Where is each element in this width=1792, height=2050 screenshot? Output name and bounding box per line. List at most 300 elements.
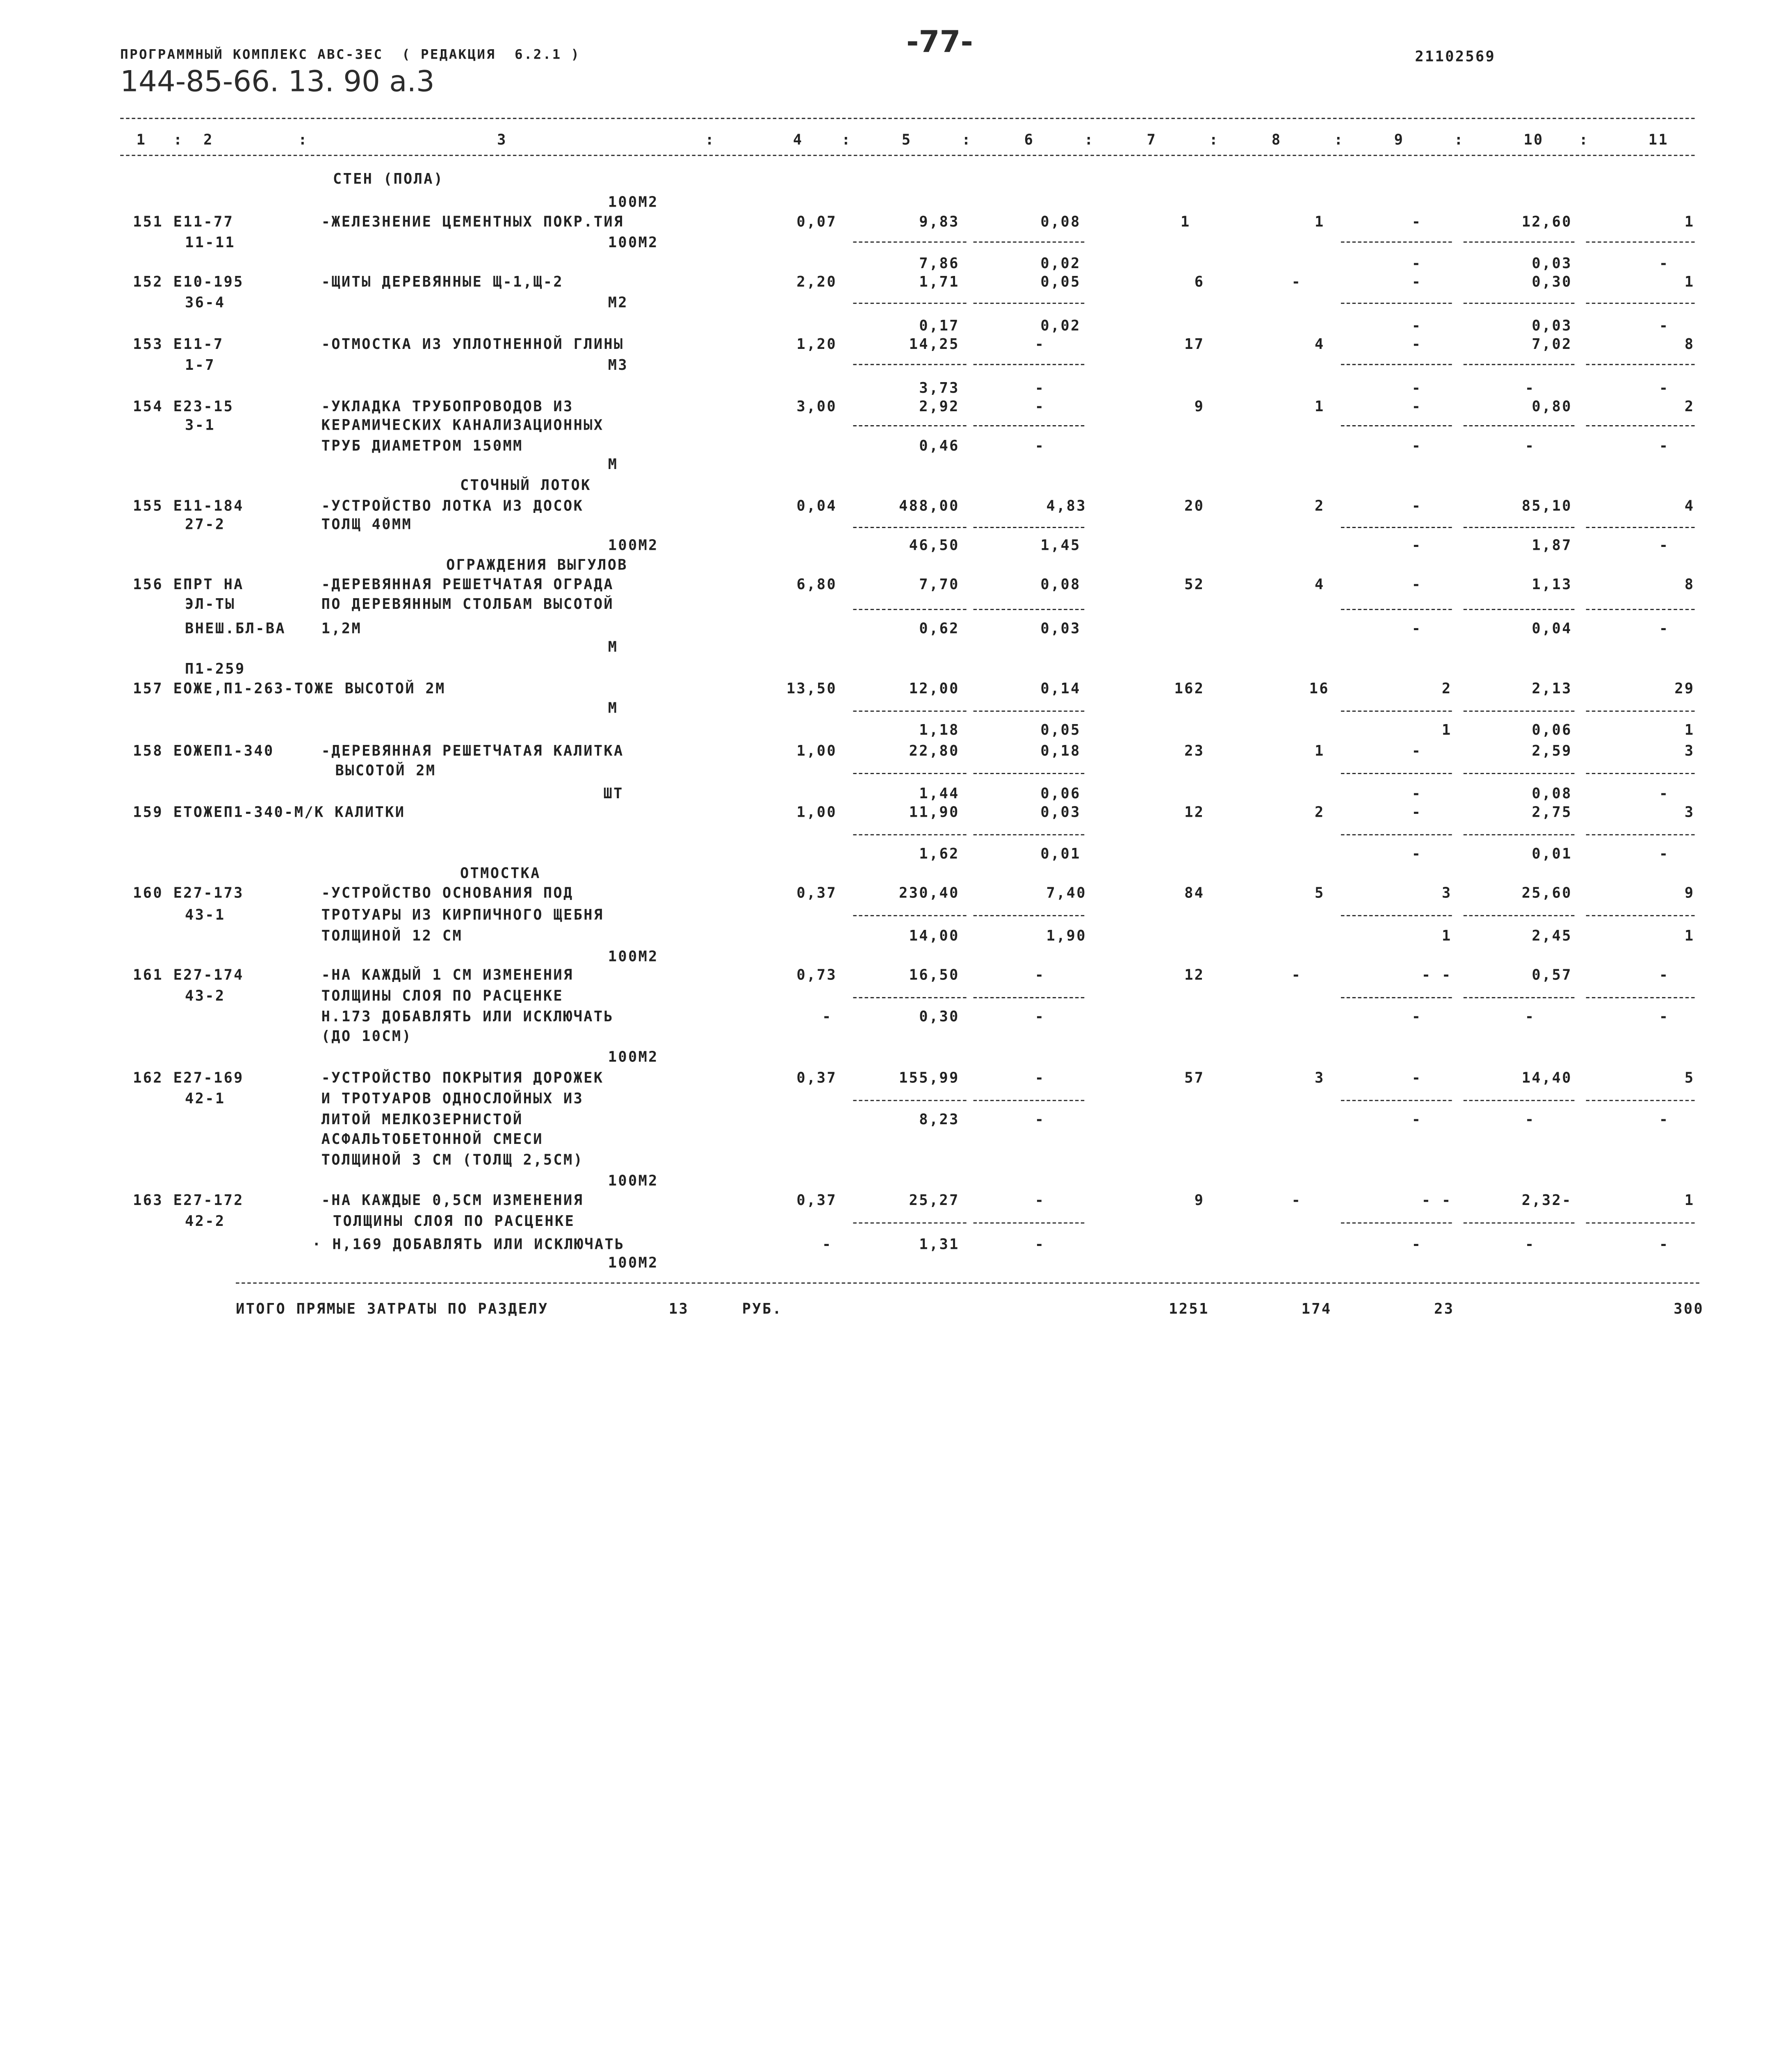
table-line-208: 5 — [1685, 1068, 1695, 1086]
row-separator-9-2 — [1341, 915, 1452, 916]
table-line-93: 6,80 — [796, 575, 837, 593]
table-line-152: 3 — [1685, 803, 1695, 820]
table-line-113: 13,50 — [786, 679, 837, 697]
table-line-154: 0,01 — [1040, 844, 1081, 862]
row-separator-0-0 — [853, 241, 966, 243]
row-separator-0-4 — [1586, 241, 1695, 243]
table-line-52: 154 Е23-15 — [133, 397, 234, 415]
table-line-237: - — [1525, 1235, 1535, 1253]
table-line-58: 1 — [1314, 397, 1325, 415]
table-line-210: И ТРОТУАРОВ ОДНОСЛОЙНЫХ ИЗ — [321, 1089, 584, 1107]
total-section: 13 — [668, 1300, 689, 1317]
table-line-88: 1,87 — [1532, 536, 1572, 554]
row-separator-12-3 — [1464, 1222, 1575, 1223]
table-line-29: М2 — [608, 293, 628, 311]
table-line-228: 2,32- — [1521, 1191, 1572, 1209]
table-line-112: 157 ЕОЖЕ,П1-263-ТОЖЕ ВЫСОТОЙ 2М — [133, 679, 446, 697]
table-line-186: 0,57 — [1532, 966, 1572, 984]
column-header-14: 8 — [1271, 130, 1282, 148]
table-line-38: 14,25 — [909, 335, 960, 353]
table-line-68: - — [1525, 437, 1535, 454]
table-line-12: 100М2 — [608, 233, 659, 251]
table-line-161: 0,37 — [796, 884, 837, 902]
table-line-235: - — [1035, 1235, 1045, 1253]
table-line-89: - — [1659, 536, 1669, 554]
row-separator-11-1 — [974, 1100, 1085, 1101]
column-header-3: : — [298, 130, 308, 148]
table-line-196: - — [1659, 1007, 1669, 1025]
row-separator-2-2 — [1341, 364, 1452, 365]
row-separator-0-3 — [1464, 241, 1575, 243]
row-separator-7-0 — [853, 773, 966, 774]
row-separator-10-4 — [1586, 997, 1695, 998]
row-separator-8-4 — [1586, 834, 1695, 836]
table-line-159: 160 Е27-173 — [133, 884, 244, 902]
row-separator-3-1 — [974, 425, 1085, 426]
table-line-203: - — [1035, 1068, 1045, 1086]
row-separator-10-2 — [1341, 997, 1452, 998]
table-line-177: 100М2 — [608, 947, 659, 965]
total-col8: 174 — [1301, 1300, 1332, 1317]
table-line-188: 43-2 — [185, 986, 226, 1004]
table-line-81: 4 — [1685, 497, 1695, 515]
table-line-221: -НА КАЖДЫЕ 0,5СМ ИЗМЕНЕНИЯ — [321, 1191, 584, 1209]
header-top-rule — [120, 118, 1694, 119]
table-line-24: - — [1291, 273, 1302, 290]
row-separator-3-0 — [853, 425, 966, 426]
table-line-22: 0,05 — [1040, 273, 1081, 290]
table-line-77: 20 — [1184, 497, 1205, 515]
table-line-219: 100М2 — [608, 1171, 659, 1189]
table-line-167: 25,60 — [1521, 884, 1572, 902]
table-line-182: - — [1035, 966, 1045, 984]
table-line-184: - — [1291, 966, 1302, 984]
table-line-187: - — [1659, 966, 1669, 984]
table-line-135: 2,59 — [1532, 742, 1572, 759]
table-line-155: - — [1411, 844, 1422, 862]
table-line-56: - — [1035, 397, 1045, 415]
table-line-18: 152 Е10-195 — [133, 273, 244, 290]
column-header-1: : — [173, 130, 184, 148]
table-line-97: 4 — [1314, 575, 1325, 593]
row-separator-5-3 — [1464, 609, 1575, 610]
table-line-64: ТРУБ ДИАМЕТРОМ 150ММ — [321, 437, 523, 454]
table-line-75: 488,00 — [899, 497, 960, 515]
table-line-153: 1,62 — [919, 844, 960, 862]
table-line-209: 42-1 — [185, 1089, 226, 1107]
table-line-156: 0,01 — [1532, 844, 1572, 862]
table-line-73: -УСТРОЙСТВО ЛОТКА ИЗ ДОСОК — [321, 497, 584, 515]
table-line-176: 1 — [1685, 927, 1695, 944]
row-separator-1-2 — [1341, 303, 1452, 304]
column-header-16: 9 — [1394, 130, 1404, 148]
table-line-163: 7,40 — [1046, 884, 1087, 902]
table-line-190: Н.173 ДОБАВЛЯТЬ ИЛИ ИСКЛЮЧАТЬ — [321, 1007, 614, 1025]
program-header: ПРОГРАММНЫЙ КОМПЛЕКС АВС-ЗЕС ( РЕДАКЦИЯ 6.2.1 ) — [120, 46, 581, 63]
table-line-172: 14,00 — [909, 927, 960, 944]
carry-over-heading: СТЕН (ПОЛА) — [333, 170, 444, 187]
table-line-217: АСФАЛЬТОБЕТОННОЙ СМЕСИ — [321, 1130, 543, 1148]
table-line-100: 8 — [1685, 575, 1695, 593]
row-separator-6-1 — [974, 711, 1085, 712]
table-line-50: - — [1525, 379, 1535, 396]
row-separator-5-4 — [1586, 609, 1695, 610]
column-header-12: 7 — [1147, 130, 1157, 148]
table-line-168: 9 — [1685, 884, 1695, 902]
row-separator-1-3 — [1464, 303, 1575, 304]
table-line-193: - — [1035, 1007, 1045, 1025]
table-line-220: 163 Е27-172 — [133, 1191, 244, 1209]
column-header-9: : — [962, 130, 972, 148]
table-line-215: - — [1525, 1110, 1535, 1128]
table-line-204: 57 — [1184, 1068, 1205, 1086]
row-separator-8-0 — [853, 834, 966, 836]
table-line-87: - — [1411, 536, 1422, 554]
table-line-179: -НА КАЖДЫЙ 1 СМ ИЗМЕНЕНИЯ — [321, 966, 574, 984]
row-separator-10-3 — [1464, 997, 1575, 998]
table-line-174: 1 — [1442, 927, 1452, 944]
table-line-8: - — [1411, 212, 1422, 230]
table-line-126: 1 — [1685, 721, 1695, 738]
table-line-37: 1,20 — [796, 335, 837, 353]
table-line-224: - — [1035, 1191, 1045, 1209]
table-line-197: (ДО 10СМ) — [321, 1027, 413, 1045]
table-line-91: 156 ЕПРТ НА — [133, 575, 244, 593]
table-line-195: - — [1525, 1007, 1535, 1025]
table-line-54: 3,00 — [796, 397, 837, 415]
table-line-144: 159 ЕТОЖЕП1-340-М/К КАЛИТКИ — [133, 803, 406, 820]
row-separator-6-0 — [853, 711, 966, 712]
table-line-109: - — [1659, 619, 1669, 637]
table-line-214: - — [1411, 1110, 1422, 1128]
row-separator-6-4 — [1586, 711, 1695, 712]
table-line-98: - — [1411, 575, 1422, 593]
row-separator-7-1 — [974, 773, 1085, 774]
table-line-169: 43-1 — [185, 906, 226, 923]
column-header-0: 1 — [136, 130, 147, 148]
table-line-162: 230,40 — [899, 884, 960, 902]
table-line-104: 1,2М — [321, 619, 362, 637]
table-line-233: - — [822, 1235, 832, 1253]
table-line-148: 12 — [1184, 803, 1205, 820]
table-line-25: - — [1411, 273, 1422, 290]
table-line-211: ЛИТОЙ МЕЛКОЗЕРНИСТОЙ — [321, 1110, 523, 1128]
table-line-39: - — [1035, 335, 1045, 353]
table-line-234: 1,31 — [919, 1235, 960, 1253]
table-line-198: 100М2 — [608, 1048, 659, 1066]
table-line-164: 84 — [1184, 884, 1205, 902]
table-line-128: -ДЕРЕВЯННАЯ РЕШЕТЧАТАЯ КАЛИТКА — [321, 742, 624, 759]
table-line-101: ЭЛ-ТЫ — [185, 595, 236, 613]
table-line-17: - — [1659, 254, 1669, 272]
row-separator-7-2 — [1341, 773, 1452, 774]
table-line-145: 1,00 — [796, 803, 837, 820]
table-line-191: - — [822, 1007, 832, 1025]
table-line-231: ТОЛЩИНЫ СЛОЯ ПО РАСЦЕНКЕ — [333, 1212, 575, 1230]
table-line-206: - — [1411, 1068, 1422, 1086]
table-line-129: 1,00 — [796, 742, 837, 759]
row-separator-8-3 — [1464, 834, 1575, 836]
column-header-20: 11 — [1648, 130, 1669, 148]
table-line-90: ОГРАЖДЕНИЯ ВЫГУЛОВ — [446, 556, 628, 573]
table-line-222: 0,37 — [796, 1191, 837, 1209]
table-line-166: 3 — [1442, 884, 1452, 902]
table-line-92: -ДЕРЕВЯННАЯ РЕШЕТЧАТАЯ ОГРАДА — [321, 575, 614, 593]
table-line-35: 153 Е11-7 — [133, 335, 224, 353]
table-line-230: 42-2 — [185, 1212, 226, 1230]
total-top-rule — [236, 1282, 1699, 1284]
table-line-47: 3,73 — [919, 379, 960, 396]
table-line-202: 155,99 — [899, 1068, 960, 1086]
row-separator-12-0 — [853, 1222, 966, 1223]
header-bottom-rule — [120, 155, 1694, 156]
table-line-85: 46,50 — [909, 536, 960, 554]
table-line-1: 151 Е11-77 — [133, 212, 234, 230]
column-header-7: : — [841, 130, 852, 148]
table-line-116: 162 — [1174, 679, 1205, 697]
table-line-2: -ЖЕЛЕЗНЕНИЕ ЦЕМЕНТНЫХ ПОКР.ТИЯ — [321, 212, 624, 230]
table-line-124: 1 — [1442, 721, 1452, 738]
table-line-20: 2,20 — [796, 273, 837, 290]
table-line-103: ВНЕШ.БЛ-ВА — [185, 619, 286, 637]
table-line-86: 1,45 — [1040, 536, 1081, 554]
table-line-79: - — [1411, 497, 1422, 515]
row-separator-4-1 — [974, 527, 1085, 528]
table-line-239: 100М2 — [608, 1253, 659, 1271]
table-line-67: - — [1411, 437, 1422, 454]
row-separator-3-3 — [1464, 425, 1575, 426]
table-line-48: - — [1035, 379, 1045, 396]
table-line-46: М3 — [608, 355, 628, 374]
row-separator-12-2 — [1341, 1222, 1452, 1223]
table-line-212: 8,23 — [919, 1110, 960, 1128]
row-separator-10-1 — [974, 997, 1085, 998]
row-separator-3-2 — [1341, 425, 1452, 426]
table-line-3: 0,07 — [796, 212, 837, 230]
row-separator-5-1 — [974, 609, 1085, 610]
table-line-115: 0,14 — [1040, 679, 1081, 697]
table-line-150: - — [1411, 803, 1422, 820]
table-line-55: 2,92 — [919, 397, 960, 415]
table-line-199: 162 Е27-169 — [133, 1068, 244, 1086]
table-line-170: ТРОТУАРЫ ИЗ КИРПИЧНОГО ЩЕБНЯ — [321, 906, 604, 923]
table-line-4: 9,83 — [919, 212, 960, 230]
table-line-121: М — [608, 699, 618, 717]
table-line-117: 16 — [1309, 679, 1329, 697]
table-line-10: 1 — [1685, 212, 1695, 230]
row-separator-12-4 — [1586, 1222, 1695, 1223]
table-line-26: 0,30 — [1532, 273, 1572, 290]
table-line-236: - — [1411, 1235, 1422, 1253]
table-line-49: - — [1411, 379, 1422, 396]
table-line-62: 3-1 — [185, 416, 215, 433]
table-line-201: 0,37 — [796, 1068, 837, 1086]
table-line-0: 100М2 — [608, 193, 659, 210]
table-line-84: 100М2 — [608, 536, 659, 554]
table-line-74: 0,04 — [796, 497, 837, 515]
table-line-14: 0,02 — [1040, 254, 1081, 272]
row-separator-1-4 — [1586, 303, 1695, 304]
table-line-15: - — [1411, 254, 1422, 272]
table-line-69: - — [1659, 437, 1669, 454]
table-line-171: ТОЛЩИНОЙ 12 СМ — [321, 927, 463, 944]
table-line-183: 12 — [1184, 966, 1205, 984]
table-line-125: 0,06 — [1532, 721, 1572, 738]
table-line-192: 0,30 — [919, 1007, 960, 1025]
table-line-131: 0,18 — [1040, 742, 1081, 759]
table-line-216: - — [1659, 1110, 1669, 1128]
table-line-96: 52 — [1184, 575, 1205, 593]
row-separator-12-1 — [974, 1222, 1085, 1223]
table-line-45: 1-7 — [185, 355, 215, 374]
table-line-213: - — [1035, 1110, 1045, 1128]
table-line-160: -УСТРОЙСТВО ОСНОВАНИЯ ПОД — [321, 884, 574, 902]
table-line-175: 2,45 — [1532, 927, 1572, 944]
row-separator-8-1 — [974, 834, 1085, 836]
table-line-82: 27-2 — [185, 515, 226, 533]
row-separator-4-2 — [1341, 527, 1452, 528]
table-line-30: 0,17 — [919, 317, 960, 334]
total-label: ИТОГО ПРЯМЫЕ ЗАТРАТЫ ПО РАЗДЕЛУ — [236, 1300, 549, 1317]
table-line-238: - — [1659, 1235, 1669, 1253]
table-line-232: · Н,169 ДОБАВЛЯТЬ ИЛИ ИСКЛЮЧАТЬ — [312, 1235, 625, 1253]
table-line-19: -ЩИТЫ ДЕРЕВЯННЫЕ Щ-1,Щ-2 — [321, 273, 564, 290]
table-line-70: М — [608, 455, 618, 473]
table-line-102: ПО ДЕРЕВЯННЫМ СТОЛБАМ ВЫСОТОЙ — [321, 595, 614, 613]
page-number: -77- — [906, 25, 973, 60]
column-header-6: 4 — [793, 130, 803, 148]
row-separator-7-3 — [1464, 773, 1575, 774]
table-line-181: 16,50 — [909, 966, 960, 984]
table-line-21: 1,71 — [919, 273, 960, 290]
table-line-226: - — [1291, 1191, 1302, 1209]
table-line-57: 9 — [1194, 397, 1205, 415]
table-line-71: СТОЧНЫЙ ЛОТОК — [460, 476, 591, 494]
table-line-53: -УКЛАДКА ТРУБОПРОВОДОВ ИЗ — [321, 397, 574, 415]
table-line-149: 2 — [1314, 803, 1325, 820]
row-separator-6-2 — [1341, 711, 1452, 712]
total-col7: 1251 — [1169, 1300, 1209, 1317]
table-line-218: ТОЛЩИНОЙ 3 СМ (ТОЛЩ 2,5СМ) — [321, 1150, 584, 1168]
table-line-189: ТОЛЩИНЫ СЛОЯ ПО РАСЦЕНКЕ — [321, 986, 564, 1004]
row-separator-7-4 — [1586, 773, 1695, 774]
table-line-227: - - — [1421, 1191, 1452, 1209]
table-line-110: М — [608, 638, 618, 655]
row-separator-6-3 — [1464, 711, 1575, 712]
column-header-2: 2 — [203, 130, 214, 148]
table-line-141: - — [1411, 784, 1422, 802]
column-header-15: : — [1334, 130, 1344, 148]
table-line-173: 1,90 — [1046, 927, 1087, 944]
table-line-9: 12,60 — [1521, 212, 1572, 230]
total-currency: РУБ. — [742, 1300, 783, 1317]
table-line-66: - — [1035, 437, 1045, 454]
row-separator-5-2 — [1341, 609, 1452, 610]
table-line-31: 0,02 — [1040, 317, 1081, 334]
column-header-11: : — [1084, 130, 1094, 148]
table-line-119: 2,13 — [1532, 679, 1572, 697]
column-header-10: 6 — [1024, 130, 1035, 148]
table-line-28: 36-4 — [185, 293, 226, 311]
column-header-5: : — [705, 130, 716, 148]
table-line-180: 0,73 — [796, 966, 837, 984]
table-line-185: - - — [1421, 966, 1452, 984]
table-line-146: 11,90 — [909, 803, 960, 820]
table-line-147: 0,03 — [1040, 803, 1081, 820]
row-separator-10-0 — [853, 997, 966, 998]
table-line-130: 22,80 — [909, 742, 960, 759]
row-separator-1-0 — [853, 303, 966, 304]
table-line-16: 0,03 — [1532, 254, 1572, 272]
table-line-205: 3 — [1314, 1068, 1325, 1086]
table-line-120: 29 — [1674, 679, 1695, 697]
table-line-132: 23 — [1184, 742, 1205, 759]
row-separator-0-2 — [1341, 241, 1452, 243]
table-line-72: 155 Е11-184 — [133, 497, 244, 515]
table-line-95: 0,08 — [1040, 575, 1081, 593]
table-line-59: - — [1411, 397, 1422, 415]
table-line-127: 158 ЕОЖЕП1-340 — [133, 742, 274, 759]
table-line-33: 0,03 — [1532, 317, 1572, 334]
total-col9: 23 — [1434, 1300, 1455, 1317]
table-line-200: -УСТРОЙСТВО ПОКРЫТИЯ ДОРОЖЕК — [321, 1068, 604, 1086]
table-line-80: 85,10 — [1521, 497, 1572, 515]
row-separator-9-0 — [853, 915, 966, 916]
table-line-140: 0,06 — [1040, 784, 1081, 802]
table-line-42: - — [1411, 335, 1422, 353]
table-line-43: 7,02 — [1532, 335, 1572, 353]
handwritten-reference: 144-85-66. 13. 90 a.3 — [120, 64, 435, 98]
table-line-99: 1,13 — [1532, 575, 1572, 593]
row-separator-2-3 — [1464, 364, 1575, 365]
row-separator-4-0 — [853, 527, 966, 528]
column-header-4: 3 — [497, 130, 507, 148]
table-line-139: 1,44 — [919, 784, 960, 802]
table-line-23: 6 — [1194, 273, 1205, 290]
table-line-134: - — [1411, 742, 1422, 759]
document-code: 21102569 — [1415, 47, 1496, 65]
table-line-225: 9 — [1194, 1191, 1205, 1209]
table-line-32: - — [1411, 317, 1422, 334]
row-separator-11-2 — [1341, 1100, 1452, 1101]
column-header-8: 5 — [901, 130, 912, 148]
row-separator-11-3 — [1464, 1100, 1575, 1101]
row-separator-9-1 — [974, 915, 1085, 916]
row-separator-8-2 — [1341, 834, 1452, 836]
table-line-229: 1 — [1685, 1191, 1695, 1209]
table-line-78: 2 — [1314, 497, 1325, 515]
table-line-6: 1 — [1180, 212, 1191, 230]
table-line-123: 0,05 — [1040, 721, 1081, 738]
row-separator-11-4 — [1586, 1100, 1695, 1101]
table-line-51: - — [1659, 379, 1669, 396]
table-line-122: 1,18 — [919, 721, 960, 738]
table-line-40: 17 — [1184, 335, 1205, 353]
table-line-194: - — [1411, 1007, 1422, 1025]
table-line-157: - — [1659, 844, 1669, 862]
row-separator-4-3 — [1464, 527, 1575, 528]
table-line-106: 0,03 — [1040, 619, 1081, 637]
row-separator-5-0 — [853, 609, 966, 610]
table-line-13: 7,86 — [919, 254, 960, 272]
table-line-94: 7,70 — [919, 575, 960, 593]
column-header-13: : — [1209, 130, 1220, 148]
table-line-165: 5 — [1314, 884, 1325, 902]
table-line-108: 0,04 — [1532, 619, 1572, 637]
table-line-83: ТОЛЩ 40ММ — [321, 515, 413, 533]
table-line-151: 2,75 — [1532, 803, 1572, 820]
total-col11: 300 — [1673, 1300, 1704, 1317]
